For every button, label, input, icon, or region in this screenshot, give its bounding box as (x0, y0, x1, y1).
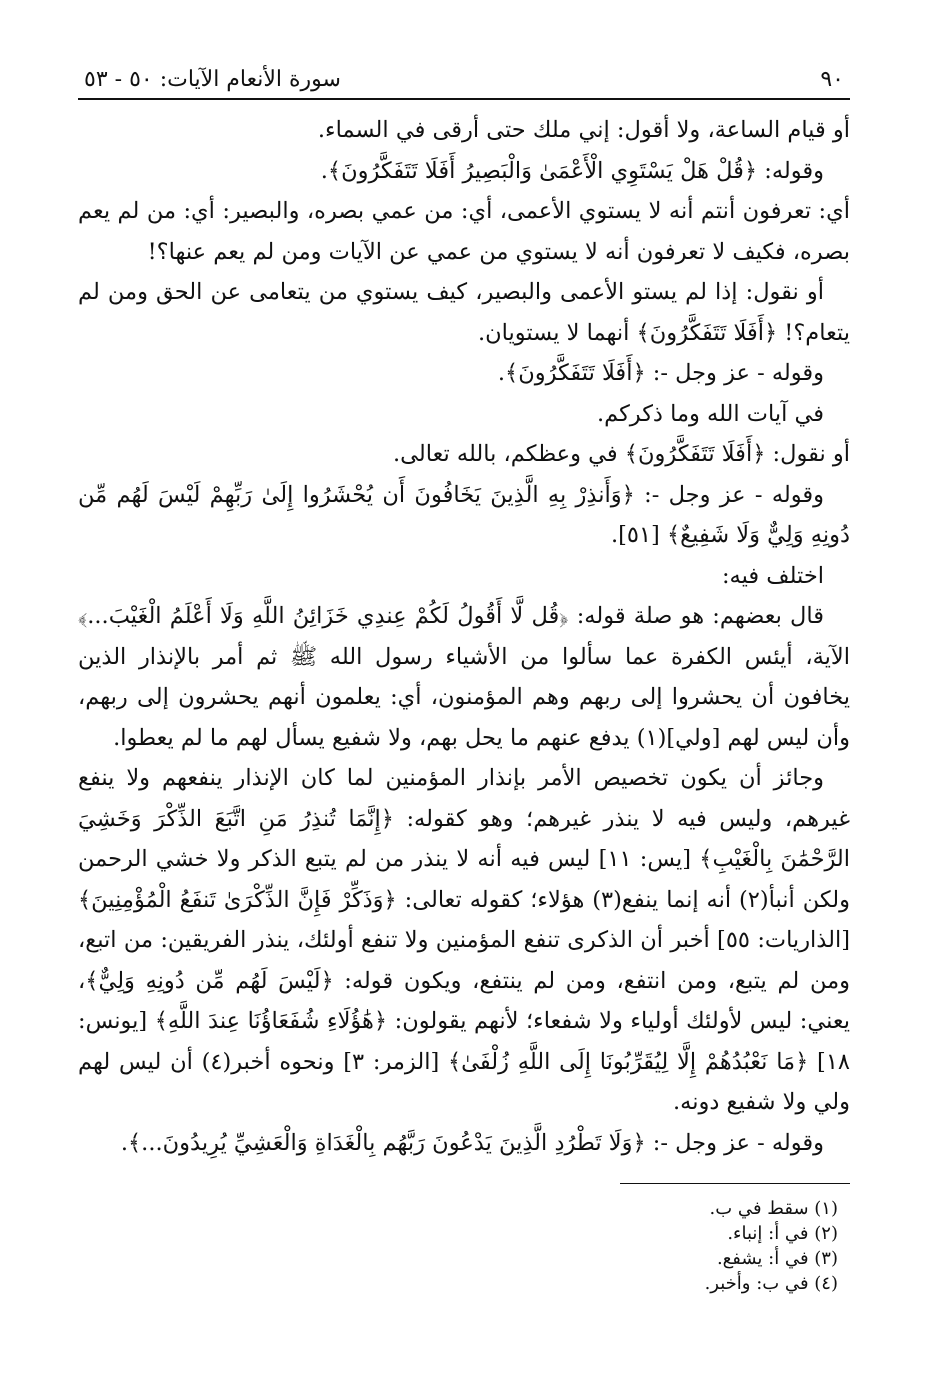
paragraph: وجائز أن يكون تخصيص الأمر بإنذار المؤمنين لما كان الإنذار ينفعهم ولا ينفع غيرهم، وليس فيه لا ينذر غيرهم؛ وهو كقوله: ﴿إِنَّمَا تُنذِرُ مَنِ اتَّبَعَ الذِّكْرَ وَخَشِيَ الرَّحْمَٰنَ بِالْغَيْبِ﴾ [يس: ١١] ليس فيه أنه لا ينذر من لم يتبع الذكر ولا خشي الرحمن ولكن أنبأ(٢) أنه إنما ينفع(٣) هؤلاء؛ كقوله تعالى: ﴿وَذَكِّرْ فَإِنَّ الذِّكْرَىٰ تَنفَعُ الْمُؤْمِنِينَ﴾ [الذاريات: ٥٥] أخبر أن الذكرى تنفع المؤمنين ولا تنفع أولئك، ينذر الفريقين: من اتبع، ومن لم يتبع، ومن انتفع، ومن لم ينتفع، ويكون قوله: ﴿لَيْسَ لَهُم مِّن دُونِهِ وَلِيٌّ﴾، يعني: ليس لأولئك أولياء ولا شفعاء؛ لأنهم يقولون: ﴿هَٰؤُلَاءِ شُفَعَاؤُنَا عِندَ اللَّهِ﴾ [يونس: ١٨] ﴿مَا نَعْبُدُهُمْ إِلَّا لِيُقَرِّبُونَا إِلَى اللَّهِ زُلْفَىٰ﴾ [الزمر: ٣] ونحوه أخبر(٤) أن ليس لهم ولي ولا شفيع دونه. (78, 765, 851, 1115)
paragraph: قال بعضهم: هو صلة قوله: ﴿قُل لَّا أَقُولُ لَكُمْ عِندِي خَزَائِنُ اللَّهِ وَلَا أَعْلَمُ الْغَيْبَ...﴾ الآية، أيئس الكفرة عما سألوا من الأشياء رسول الله ﷺ ثم أمر بالإنذار الذين يخافون أن يحشروا إلى ربهم وهم المؤمنون، أي: يعلمون أنهم يحشرون إلى ربهم، وأن ليس لهم [ولي](١) يدفع عنهم ما يحل بهم، ولا شفيع يسأل لهم ما لم يعطوا. (78, 603, 850, 751)
paragraph: في آيات الله وما ذكركم. (596, 400, 824, 427)
footnote-divider (620, 1183, 850, 1184)
paragraph: أو قيام الساعة، ولا أقول: إني ملك حتى أرقى في السماء. (317, 117, 850, 143)
paragraph: وقوله: ﴿قُلْ هَلْ يَسْتَوِي الْأَعْمَىٰ وَالْبَصِيرُ أَفَلَا تَتَفَكَّرُونَ﴾. (320, 157, 824, 184)
running-title: سورة الأنعام الآيات: ٥٠ - ٥٣ (84, 67, 341, 92)
footnote: (٣) في أ: يشفع. (716, 1248, 838, 1269)
paragraph: أو نقول: ﴿أَفَلَا تَتَفَكَّرُونَ﴾ في وعظكم، بالله تعالى. (393, 441, 850, 467)
footnote: (١) سقط في ب. (709, 1198, 838, 1219)
footnote: (٤) في ب: وأخبر. (704, 1273, 838, 1294)
paragraph: اختلف فيه: (721, 562, 824, 589)
paragraph: أو نقول: إذا لم يستو الأعمى والبصير، كيف يستوي من يتعامى عن الحق ومن لم يتعام؟! ﴿أَفَلَا تَتَفَكَّرُونَ﴾ أنهما لا يستويان. (78, 279, 850, 346)
paragraph: وقوله - عز وجل -: ﴿أَفَلَا تَتَفَكَّرُونَ﴾. (497, 360, 824, 386)
paragraph: وقوله - عز وجل -: ﴿وَلَا تَطْرُدِ الَّذِينَ يَدْعُونَ رَبَّهُم بِالْغَدَاةِ وَالْعَشِيِّ يُرِيدُونَ...﴾. (120, 1129, 824, 1156)
running-header (78, 58, 850, 100)
footnote: (٢) في أ: إنباء. (727, 1223, 838, 1244)
paragraph: أي: تعرفون أنتم أنه لا يستوي الأعمى، أي: من عمي بصره، والبصير: أي: من لم يعم بصره، فكيف لا تعرفون أنه لا يستوي من عمي عن الآيات ومن لم يعم عنها؟! (78, 198, 850, 265)
page (78, 58, 850, 1296)
footnotes (78, 1196, 850, 1296)
body-text (78, 110, 850, 1163)
page-number: ٩٠ (820, 67, 844, 92)
paragraph: وقوله - عز وجل -: ﴿وَأَنذِرْ بِهِ الَّذِينَ يَخَافُونَ أَن يُحْشَرُوا إِلَىٰ رَبِّهِمْ لَيْسَ لَهُم مِّن دُونِهِ وَلِيٌّ وَلَا شَفِيعٌ﴾ [٥١]. (78, 481, 850, 548)
